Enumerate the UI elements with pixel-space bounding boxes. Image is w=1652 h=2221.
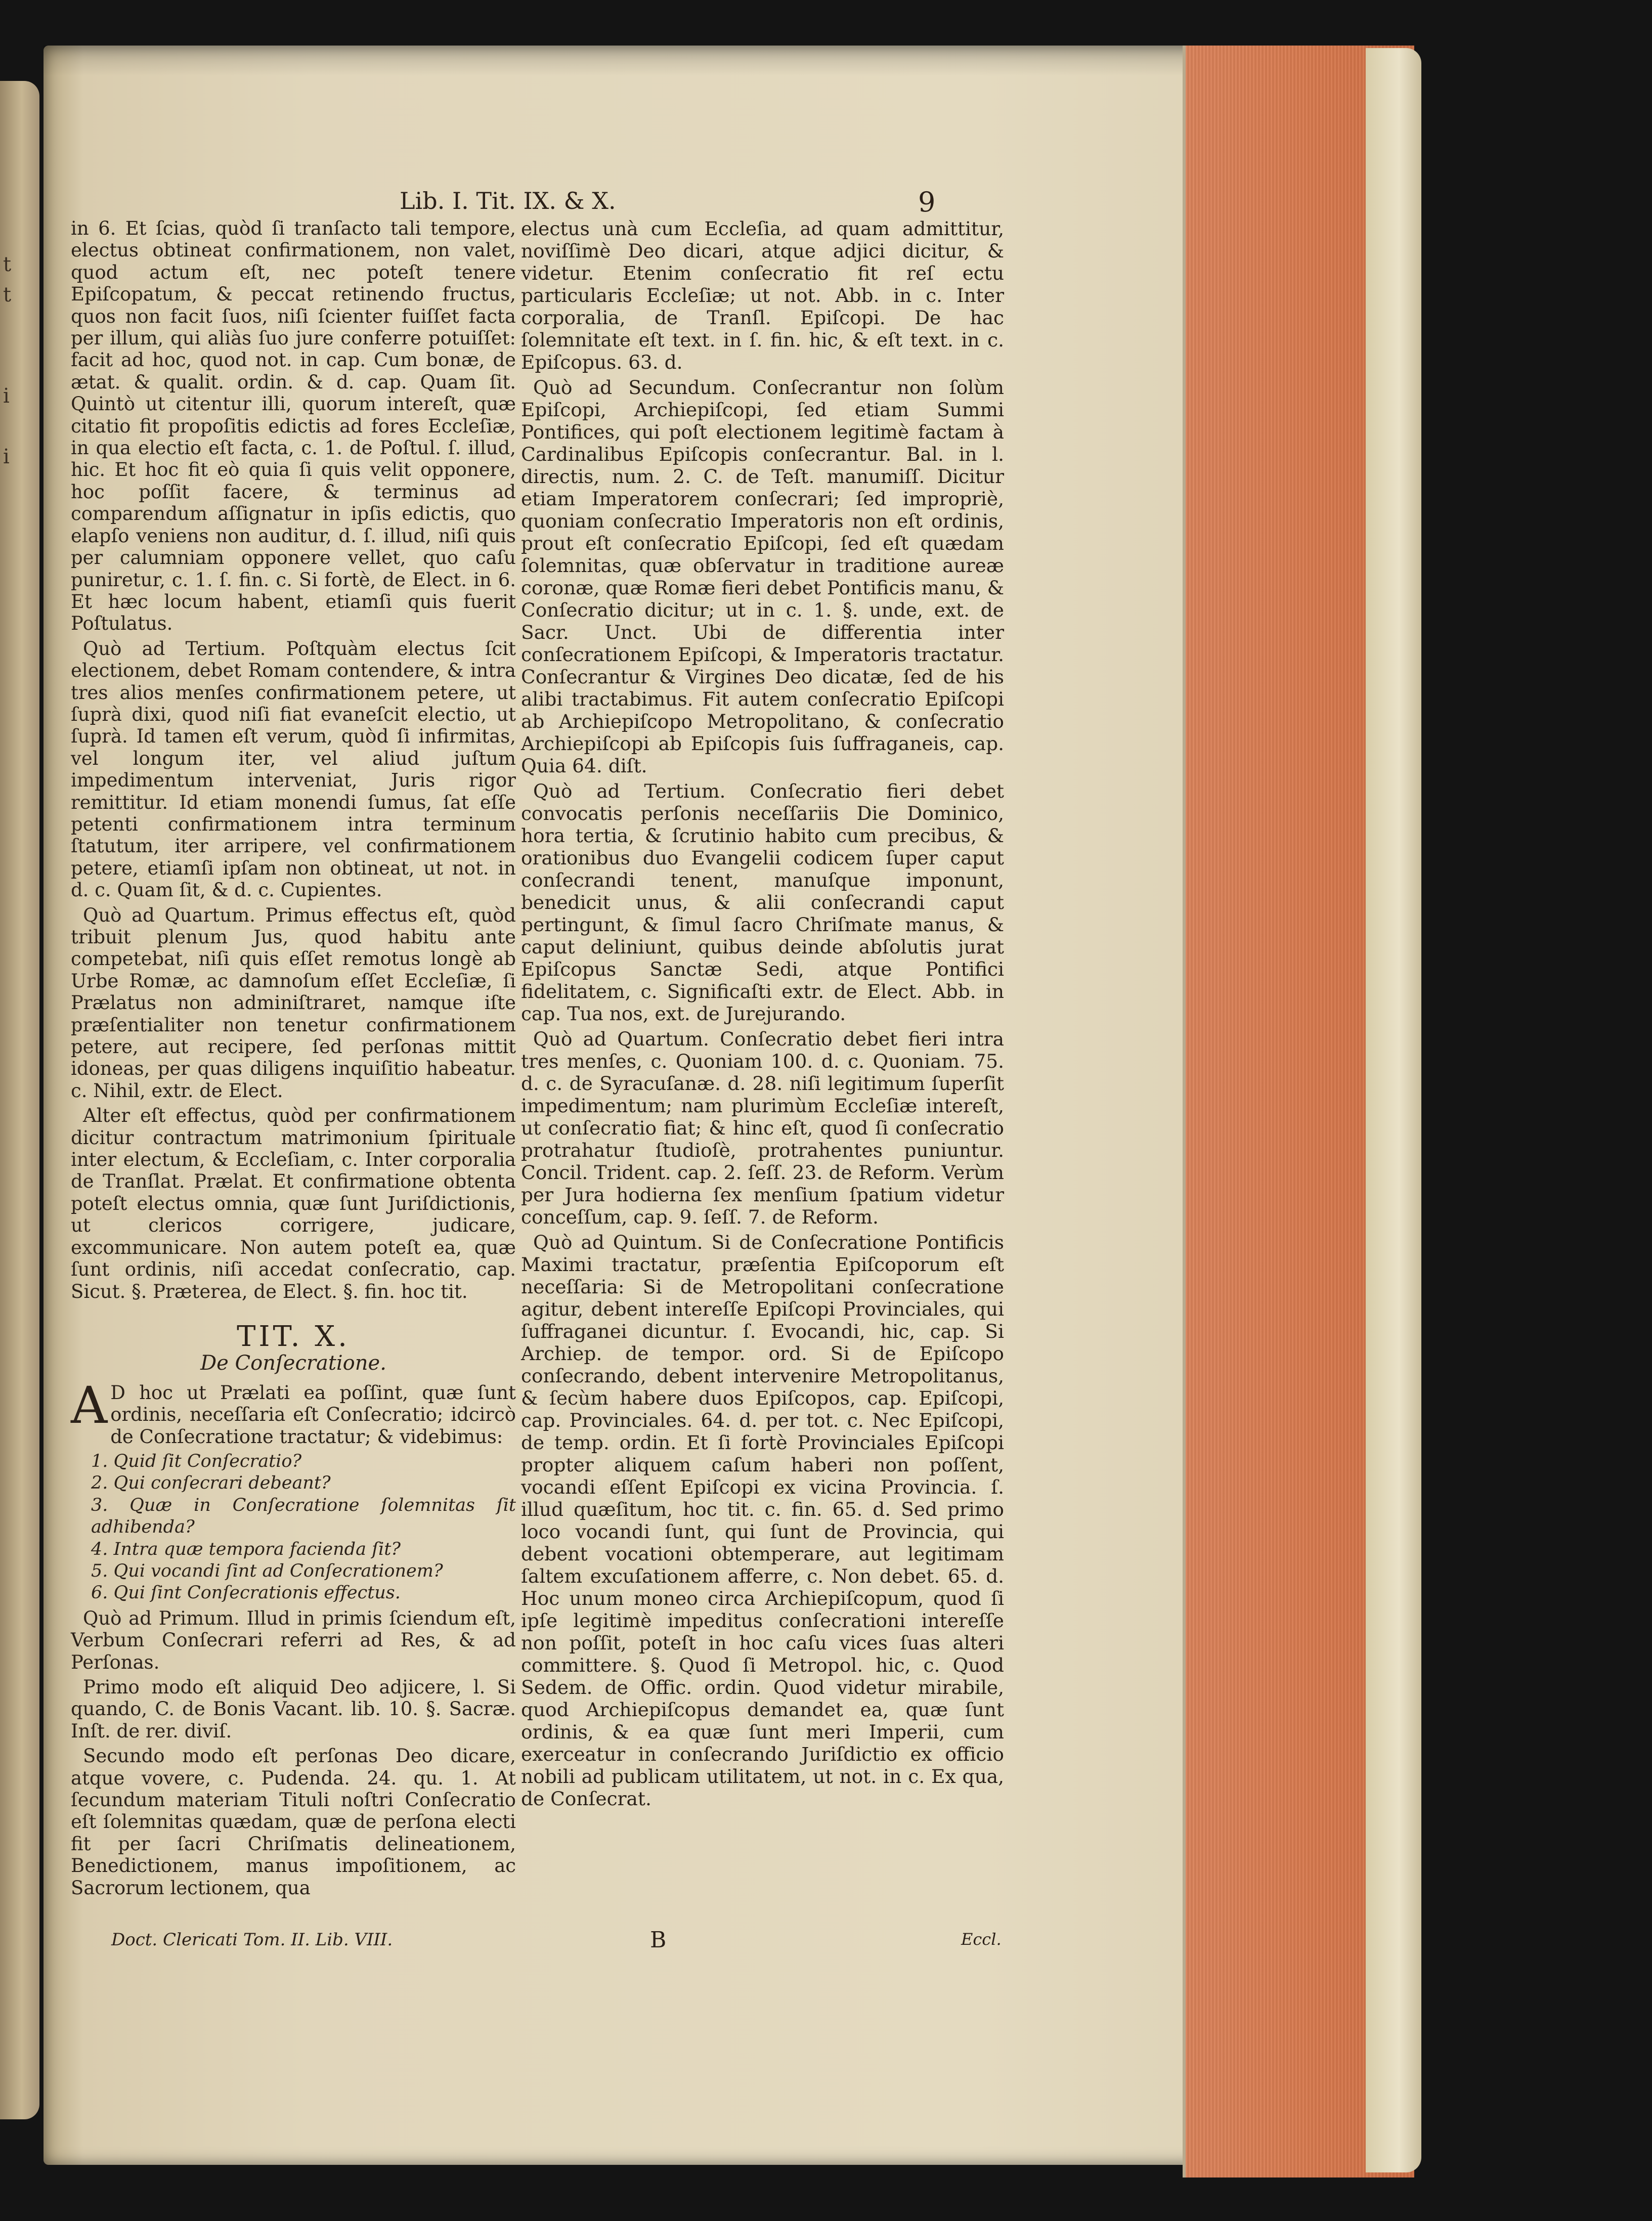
paragraph: Quò ad Tertium. Poſtquàm electus ſcit electionem, debet Romam contendere, & intra tres alios menſes confirmationem petere, ut ſuprà dixi, quod niſi fiat evaneſcit electio, ut ſuprà. Id tamen eſt verum, quòd ſi infirmitas, vel longum iter, vel aliud juſtum impedimentum interveniat, Juris rigor remittitur. Id etiam monendi ſumus, ſat eſſe petenti confirmationem intra terminum ſtatutum, iter arripere, vel confirmationem petere, etiamſi ipſam non obtineat, ut not. in d. c. Quam ſit, & d. c. Cupientes.	[71, 637, 516, 901]
intro-text: D hoc ut Prælati ea poſſint, quæ ſunt ordinis, neceſſaria eſt Conſecratio; idcircò de Conſecratione tractatur; & videbimus:	[110, 1381, 516, 1448]
paragraph: Quò ad Tertium. Conſecratio fieri debet convocatis perſonis neceſſariis Die Dominico, hora tertia, & ſcrutinio habito cum precibus, & orationibus duo Evangelii codicem ſuper caput conſecrandi tenent, manuſque imponunt, benedicit unus, & alii conſecrandi caput pertingunt, & ſimul ſacro Chriſmate manus, & caput deliniunt, quibus deinde abſolutis jurat Epiſcopus Sanctæ Sedi, atque Pontifici fidelitatem, c. Significaſti extr. de Elect. Abb. in cap. Tua nos, ext. de Jurejurando.	[521, 780, 1004, 1025]
page-number: 9	[918, 186, 936, 218]
previous-page-letter: i	[3, 384, 10, 408]
paragraph: Quò ad Quartum. Conſecratio debet fieri intra tres menſes, c. Quoniam 100. d. c. Quoniam. 75. d. c. de Syracuſanæ. d. 28. niſi legitimum ſuperſit impedimentum; nam plurimùm Eccleſiæ intereſt, ut conſecratio fiat; & hinc eſt, quod ſi conſecratio protrahatur ſtudioſè, protrahentes puniuntur. Concil. Trident. cap. 2. ſeſſ. 23. de Reform. Verùm per Jura hodierna ſex menſium ſpatium videtur conceſſum, cap. 9. ſeſſ. 7. de Reform.	[521, 1028, 1004, 1228]
intro-paragraph	[71, 1375, 516, 1448]
section-subtitle: De Conſecratione.	[200, 1352, 386, 1375]
running-head: Lib. I. Tit. IX. & X.	[400, 187, 616, 214]
question-item: 3. Quæ in Conſecratione ſolemnitas ſit adhibenda?	[91, 1495, 516, 1538]
question-item: 2. Qui conſecrari debeant?	[91, 1473, 331, 1494]
signature-mark: B	[650, 1927, 667, 1953]
previous-page-letter: t	[3, 283, 12, 307]
question-item: 6. Qui ſint Conſecrationis effectus.	[91, 1583, 401, 1603]
section-title: TIT. X.	[237, 1320, 350, 1353]
paragraph: Secundo modo eſt perſonas Deo dicare, atque vovere, c. Pudenda. 24. qu. 1. At ſecundum materiam Tituli noſtri Conſecratio eſt ſolemnitas quædam, quæ de perſona electi fit per ſacri Chriſmatis delineationem, Benedictionem, manus impoſitionem, ac Sacrorum lectionem, qua	[71, 1745, 516, 1899]
right-column	[521, 217, 1004, 1813]
footer-title: Doct. Clericati Tom. II. Lib. VIII.	[111, 1930, 393, 1950]
paragraph: electus unà cum Eccleſia, ad quam admittitur, noviſſimè Deo dicari, atque adjici dicitur, & videtur. Etenim conſecratio fit reſ ectu particularis Eccleſiæ; ut not. Abb. in c. Inter corporalia, de Tranſl. Epiſcopi. De hac ſolemnitate eſt text. in ſ. fin. hic, & eſt text. in c. Epiſcopus. 63. d.	[521, 217, 1004, 373]
previous-page-letter: i	[3, 445, 10, 468]
paragraph: Alter eſt effectus, quòd per confirmationem dicitur contractum matrimonium ſpirituale inter electum, & Eccleſiam, c. Inter corporalia de Tranſlat. Prælat. Et confirmatione obtenta poteſt electus omnia, quæ ſunt Juriſdictionis, ut clericos corrigere, judicare, excommunicare. Non autem poteſt ea, quæ ſunt ordinis, niſi accedat conſecratio, cap. Sicut. §. Præterea, de Elect. §. fin. hoc tit.	[71, 1105, 516, 1302]
question-list	[71, 1451, 516, 1604]
section-heading	[71, 1320, 516, 1375]
question-item: 1. Quid ſit Conſecratio?	[91, 1451, 302, 1471]
question-item: 4. Intra quæ tempora facienda ſit?	[91, 1539, 401, 1559]
drop-cap: A	[71, 1375, 108, 1435]
paragraph: Quò ad Primum. Illud in primis ſciendum eſt, Verbum Conſecrari referri ad Res, & ad Perſonas.	[71, 1607, 516, 1673]
left-column	[71, 217, 516, 1902]
question-item: 5. Qui vocandi ſint ad Conſecrationem?	[91, 1560, 443, 1581]
catchword: Eccl.	[961, 1930, 1002, 1949]
paragraph: Quò ad Secundum. Conſecrantur non ſolùm Epiſcopi, Archiepiſcopi, ſed etiam Summi Pontifices, qui poſt electionem legitimè factam à Cardinalibus Epiſcopis conſecrantur. Bal. in l. directis, num. 2. C. de Teſt. manumiſſ. Dicitur etiam Imperatorem conſecrari; ſed impropriè, quoniam conſecratio Imperatoris non eſt ordinis, prout eſt conſecratio Epiſcopi, ſed eſt quædam ſolemnitas, quæ obſervatur in traditione aureæ coronæ, quæ Romæ fieri debet Pontificis manu, & Conſecratio dicitur; ut in c. 1. §. unde, ext. de Sacr. Unct. Ubi de differentia inter conſecrationem Epiſcopi, & Imperatoris tractatur. Conſecrantur & Virgines Deo dicatæ, ſed de his alibi tractabimus. Fit autem conſecratio Epiſcopi ab Archiepiſcopo Metropolitano, & conſecratio Archiepiſcopi ab Epiſcopis ſuis ſuffraganeis, cap. Quia 64. diſt.	[521, 376, 1004, 777]
paragraph: Primo modo eſt aliquid Deo adjicere, l. Si quando, C. de Bonis Vacant. lib. 10. §. Sacræ. Inſt. de rer. diviſ.	[71, 1676, 516, 1742]
paragraph: Quò ad Quartum. Primus effectus eſt, quòd tribuit plenum Jus, quod habitu ante competebat, niſi quis eſſet remotus longè ab Urbe Romæ, ac damnoſum eſſet Eccleſiæ, ſi Prælatus non adminiſtraret, namque iſte præſentialiter non tenetur confirmationem petere, aut recipere, ſed perſonas mittit idoneas, per quas diligens inquiſitio habeatur. c. Nihil, extr. de Elect.	[71, 904, 516, 1102]
paragraph: in 6. Et ſcias, quòd ſi tranſacto tali tempore, electus obtineat confirmationem, non valet, quod actum eſt, nec poteſt tenere Epiſcopatum, & peccat retinendo fructus, quos non facit ſuos, niſi ſcienter fuiſſet facta per illum, qui aliàs ſuo jure conferre potuiſſet: facit ad hoc, quod not. in cap. Cum bonæ, de ætat. & qualit. ordin. & d. cap. Quam ſit. Quintò ut citentur illi, quorum intereſt, quæ citatio fit propoſitis edictis ad fores Eccleſiæ, in qua electio eſt facta, c. 1. de Poſtul. ſ. illud, hic. Et hoc fit eò quia ſi quis velit opponere, hoc poſſit facere, & terminus ad comparendum aſſignatur in ipſis edictis, quo elapſo veniens non auditur, d. ſ. illud, niſi quis per calumniam opponere vellet, quo caſu puniretur, c. 1. ſ. fin. c. Si fortè, de Elect. in 6. Et hæc locum habent, etiamſi quis fuerit Poſtulatus.	[71, 217, 516, 635]
paragraph: Quò ad Quintum. Si de Conſecratione Pontificis Maximi tractatur, præſentia Epiſcoporum eſt neceſſaria: Si de Metropolitani conſecratione agitur, debent intereſſe Epiſcopi Provinciales, qui ſuffraganei dicuntur. ſ. Evocandi, hic, cap. Si Archiep. de tempor. ord. Si de Epiſcopo conſecrando, debent intervenire Metropolitanus, & ſecùm habere duos Epiſcopos, cap. Epiſcopi, cap. Provinciales. 64. d. per tot. c. Nec Epiſcopi, de temp. ordin. Et ſi fortè Provinciales Epiſcopi propter aliquem caſum haberi non poſſent, vocandi eſſent Epiſcopi ex vicina Provincia. ſ. illud quæſitum, hoc tit. c. fin. 65. d. Sed primo loco vocandi ſunt, qui ſunt de Provincia, qui debent vocationi obtemperare, aut legitimam ſaltem excuſationem afferre, c. Non debet. 65. d. Hoc unum moneo circa Archiepiſcopum, quod ſi ipſe legitimè impeditus conſecrationi intereſſe non poſſit, poteſt in hoc caſu vices ſuas alteri committere. §. Quod ſi Metropol. hic, c. Quod Sedem. de Offic. ordin. Quod videtur mirabile, quod Archiepiſcopus demandet ea, quæ ſunt ordinis, & ea quæ ſunt meri Imperii, cum exerceatur in conſecrando Juriſdictio ex officio nobili ad publicam utilitatem, ut not. in c. Ex qua, de Conſecrat.	[521, 1231, 1004, 1810]
previous-page-letter: t	[3, 253, 12, 276]
